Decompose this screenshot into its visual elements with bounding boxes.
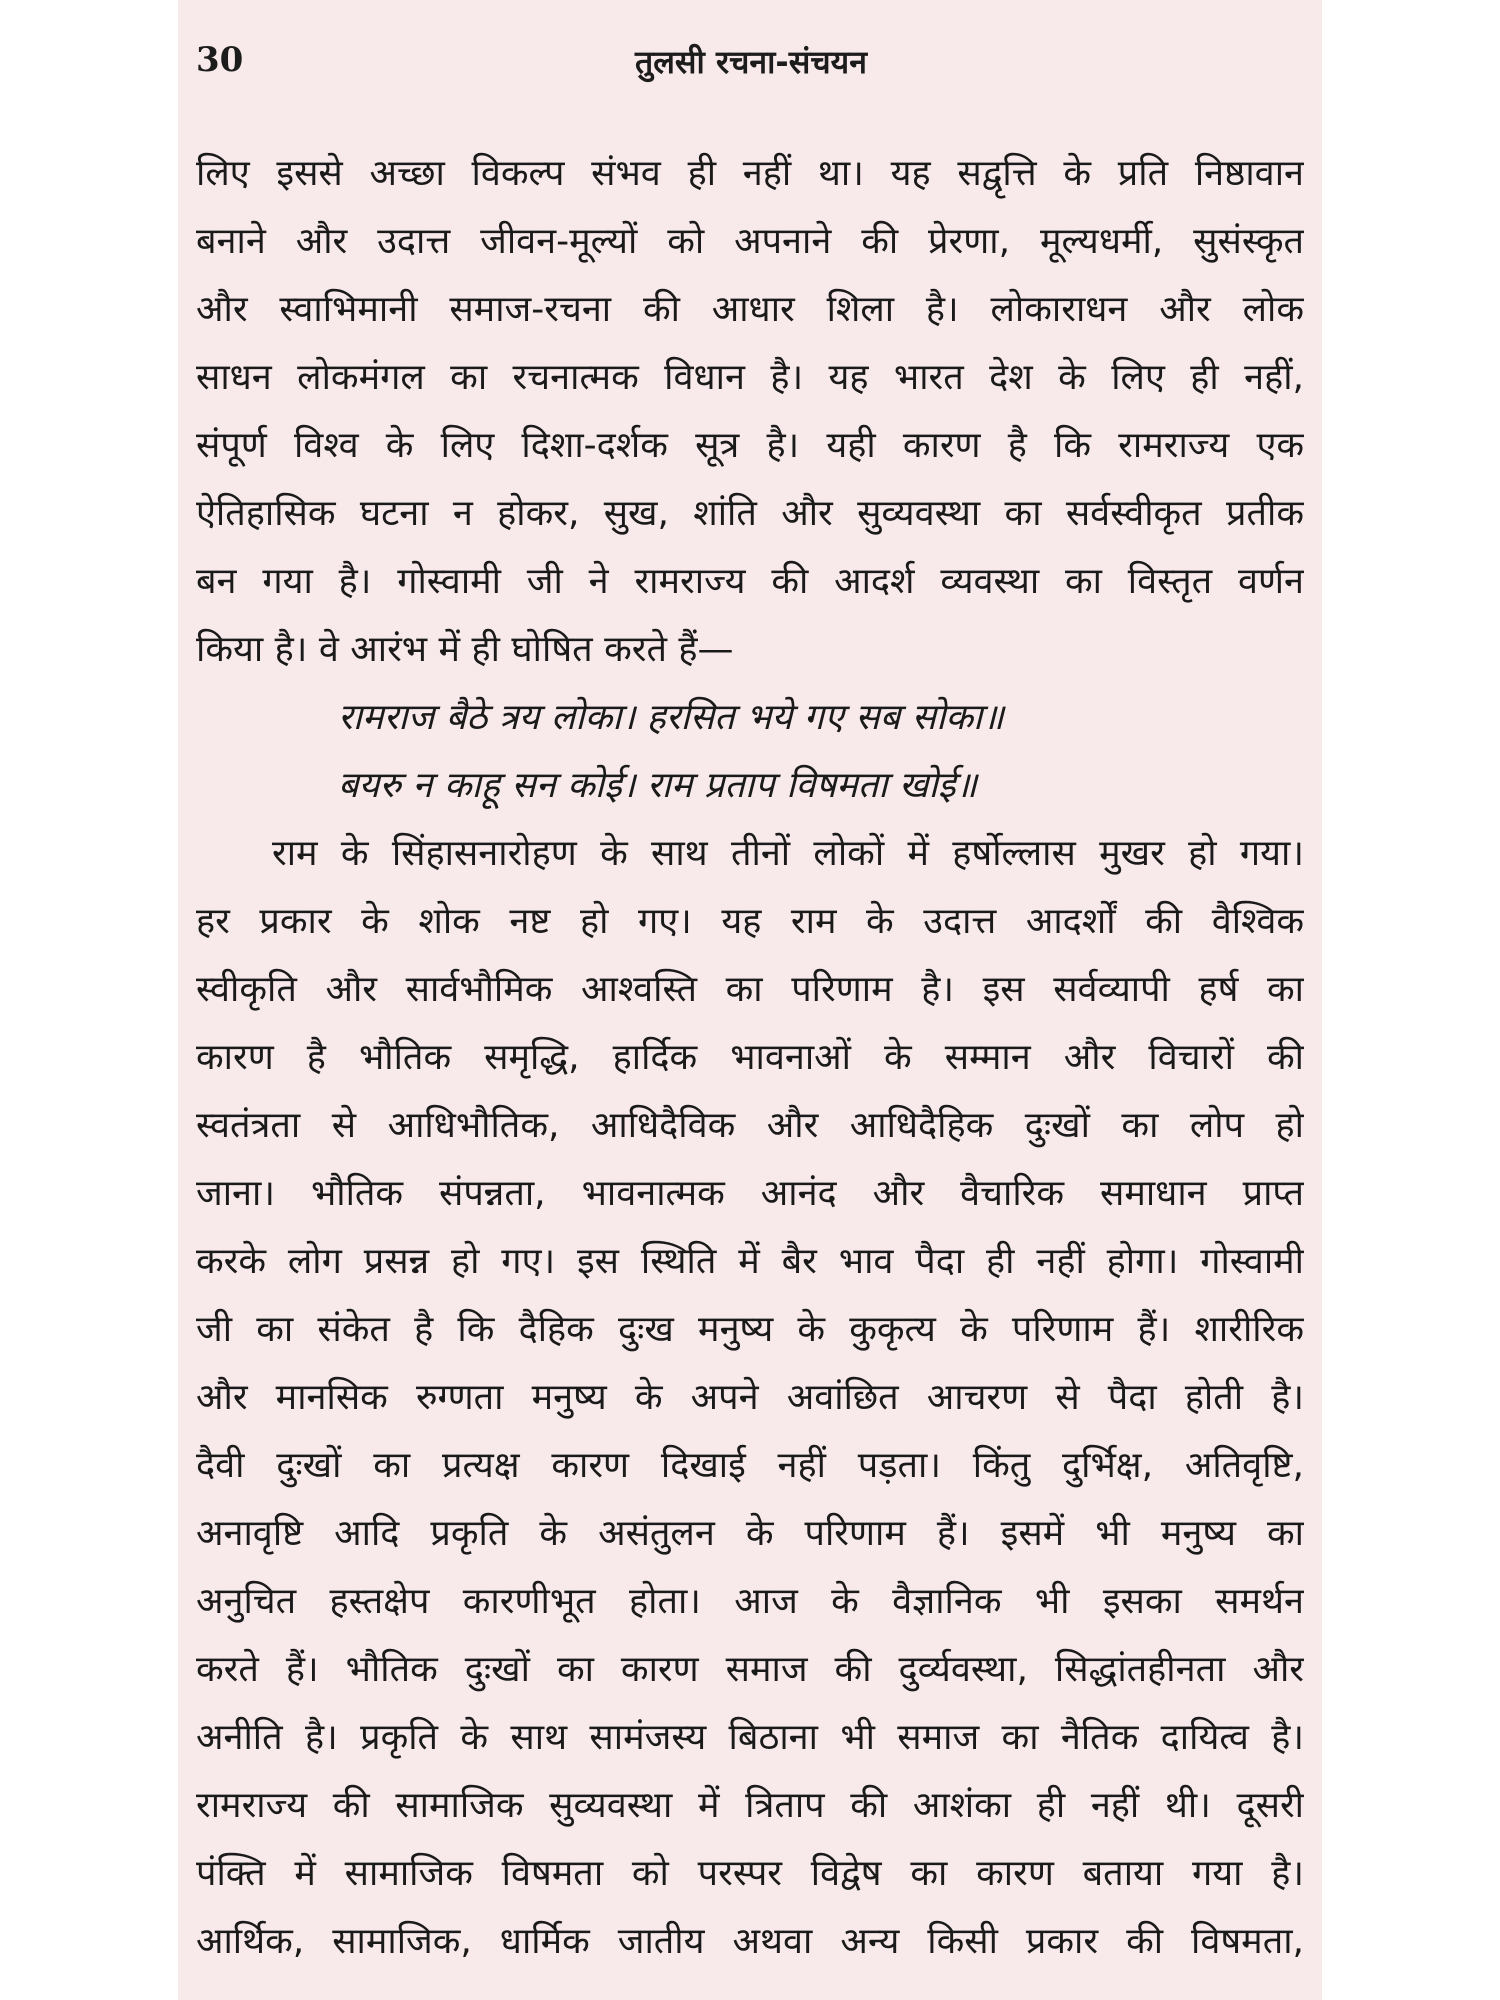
text-line: हर प्रकार के शोक नष्ट हो गए। यह राम के उदात्त आदर्शों की वैश्विक — [196, 901, 1304, 942]
text-line: ऐतिहासिक घटना न होकर, सुख, शांति और सुव्यवस्था का सर्वस्वीकृत प्रतीक — [196, 493, 1304, 534]
page-body — [196, 140, 1304, 1976]
text-line: बनाने और उदात्त जीवन-मूल्यों को अपनाने की प्रेरणा, मूल्यधर्मी, सुसंस्कृत — [196, 221, 1304, 262]
text-line: आर्थिक, सामाजिक, धार्मिक जातीय अथवा अन्य किसी प्रकार की विषमता, — [196, 1921, 1304, 1962]
verse-line: बयरु न काहू सन कोई। राम प्रताप विषमता खोई॥ — [338, 765, 978, 806]
paragraph-2 — [196, 820, 1304, 1976]
text-line: बन गया है। गोस्वामी जी ने रामराज्य की आदर्श व्यवस्था का विस्तृत वर्णन — [196, 561, 1304, 602]
text-line: जाना। भौतिक संपन्नता, भावनात्मक आनंद और वैचारिक समाधान प्राप्त — [196, 1173, 1304, 1214]
text-line: अनीति है। प्रकृति के साथ सामंजस्य बिठाना भी समाज का नैतिक दायित्व है। — [196, 1717, 1304, 1758]
text-line: करके लोग प्रसन्न हो गए। इस स्थिति में बैर भाव पैदा ही नहीं होगा। गोस्वामी — [196, 1241, 1304, 1282]
text-line: स्वीकृति और सार्वभौमिक आश्वस्ति का परिणाम है। इस सर्वव्यापी हर्ष का — [196, 969, 1304, 1010]
page-number: 30 — [196, 40, 244, 80]
text-line: पंक्ति में सामाजिक विषमता को परस्पर विद्वेष का कारण बताया गया है। — [196, 1853, 1304, 1894]
text-line: अनावृष्टि आदि प्रकृति के असंतुलन के परिणाम हैं। इसमें भी मनुष्य का — [196, 1513, 1304, 1554]
text-line: साधन लोकमंगल का रचनात्मक विधान है। यह भारत देश के लिए ही नहीं, — [196, 357, 1304, 398]
running-title: तुलसी रचना-संचयन — [634, 43, 867, 81]
text-line: दैवी दुःखों का प्रत्यक्ष कारण दिखाई नहीं पड़ता। किंतु दुर्भिक्ष, अतिवृष्टि, — [196, 1445, 1304, 1486]
text-line: स्वतंत्रता से आधिभौतिक, आधिदैविक और आधिदैहिक दुःखों का लोप हो — [196, 1105, 1304, 1146]
text-line: किया है। वे आरंभ में ही घोषित करते हैं— — [196, 629, 734, 670]
text-line: कारण है भौतिक समृद्धि, हार्दिक भावनाओं के सम्मान और विचारों की — [196, 1037, 1304, 1078]
text-line: अनुचित हस्तक्षेप कारणीभूत होता। आज के वैज्ञानिक भी इसका समर्थन — [196, 1581, 1304, 1622]
verse-line: रामराज बैठे त्रय लोका। हरसित भये गए सब सोका॥ — [338, 697, 1004, 738]
text-line: करते हैं। भौतिक दुःखों का कारण समाज की दुर्व्यवस्था, सिद्धांतहीनता और — [196, 1649, 1304, 1690]
text-line: रामराज्य की सामाजिक सुव्यवस्था में त्रिताप की आशंका ही नहीं थी। दूसरी — [196, 1785, 1304, 1826]
text-line: लिए इससे अच्छा विकल्प संभव ही नहीं था। यह सद्वृत्ति के प्रति निष्ठावान — [196, 153, 1304, 194]
text-line: राम के सिंहासनारोहण के साथ तीनों लोकों में हर्षोल्लास मुखर हो गया। — [272, 833, 1304, 874]
text-line: जी का संकेत है कि दैहिक दुःख मनुष्य के कुकृत्य के परिणाम हैं। शारीरिक — [196, 1309, 1304, 1350]
text-line: और मानसिक रुग्णता मनुष्य के अपने अवांछित आचरण से पैदा होती है। — [196, 1377, 1304, 1418]
text-line: और स्वाभिमानी समाज-रचना की आधार शिला है। लोकाराधन और लोक — [196, 289, 1304, 330]
text-line: संपूर्ण विश्व के लिए दिशा-दर्शक सूत्र है। यही कारण है कि रामराज्य एक — [196, 425, 1304, 466]
verse-block — [196, 684, 1304, 820]
page-header — [196, 34, 1306, 94]
paragraph-1 — [196, 140, 1304, 684]
book-page — [178, 0, 1322, 2000]
